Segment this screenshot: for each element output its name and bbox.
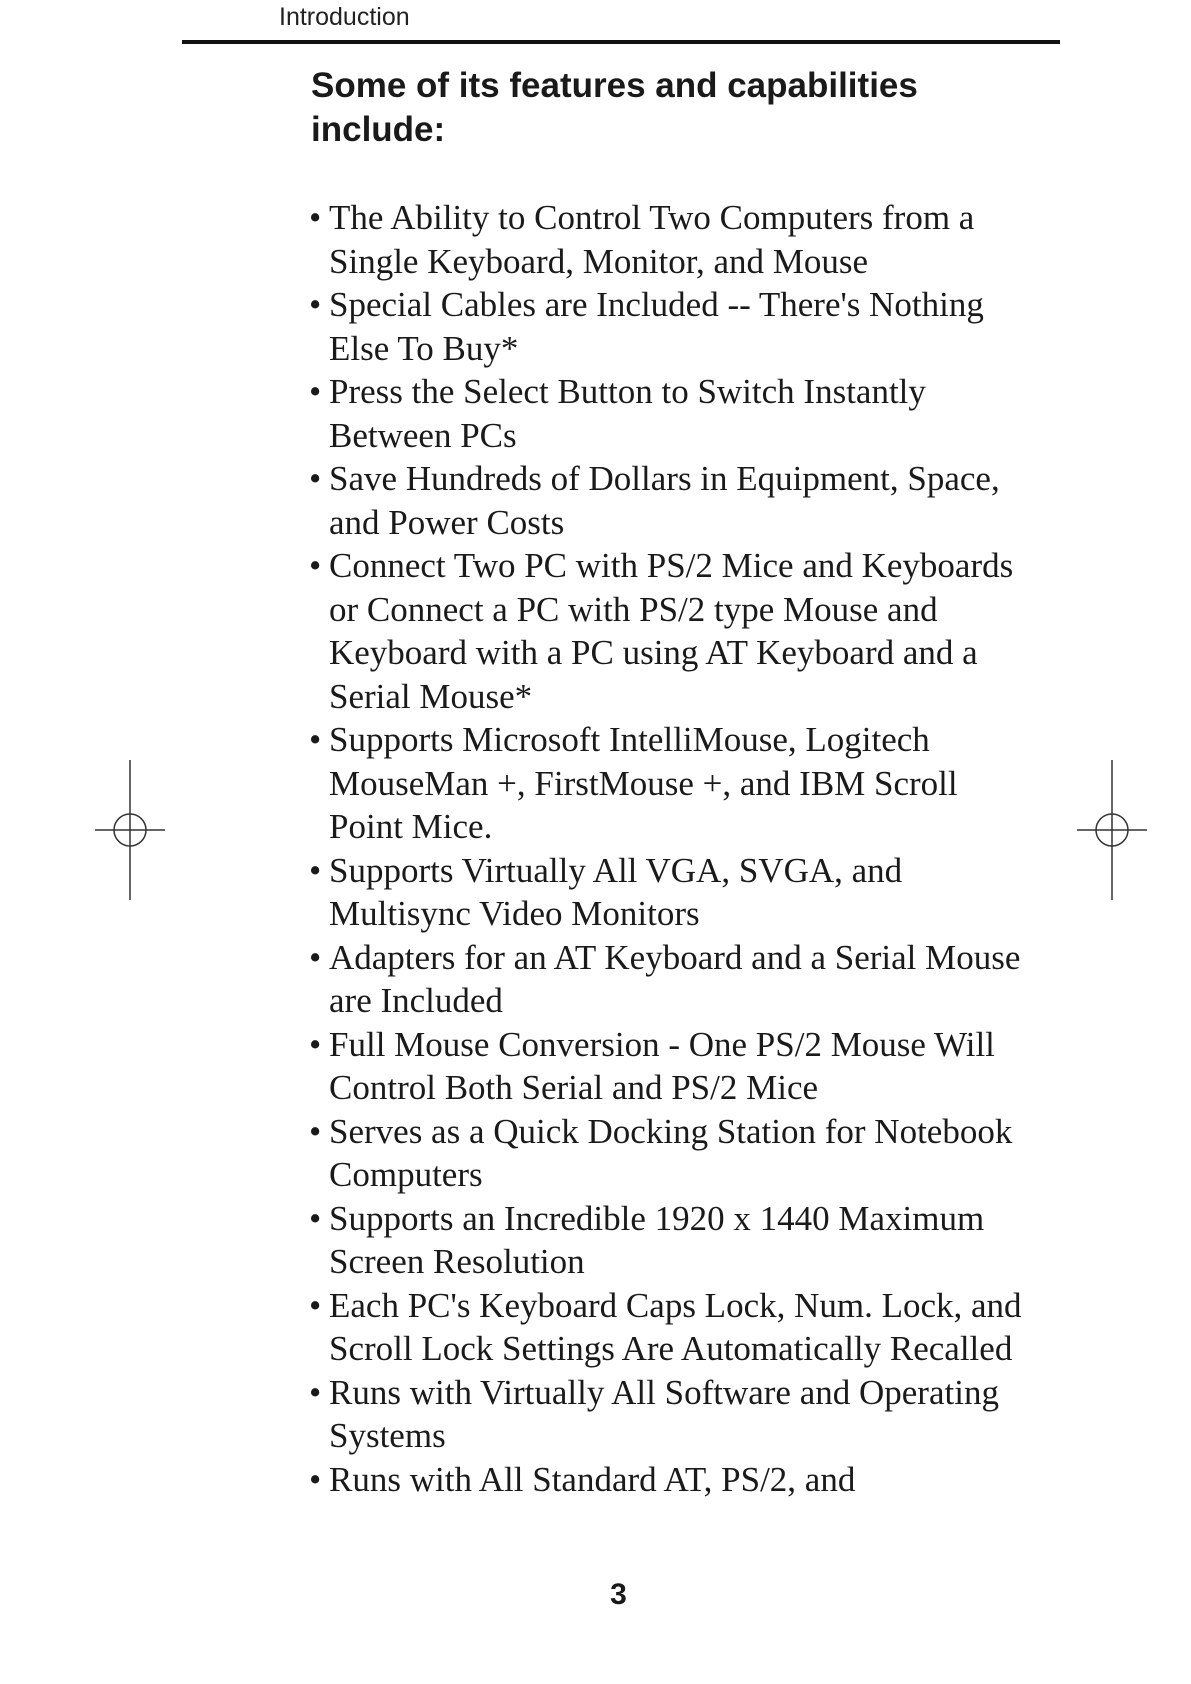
feature-text: Connect Two PC with PS/2 Mice and Keyboards or Connect a PC with PS/2 type Mouse and Keyboard with a PC using AT Keyboard and a Serial Mouse* bbox=[329, 546, 1014, 716]
list-item bbox=[309, 1371, 1029, 1458]
feature-text: Supports Virtually All VGA, SVGA, and Multisync Video Monitors bbox=[329, 850, 903, 933]
bullet: • bbox=[309, 1285, 322, 1325]
feature-text: Press the Select Button to Switch Instantly Between PCs bbox=[329, 372, 926, 455]
bullet: • bbox=[309, 1198, 322, 1238]
bullet: • bbox=[309, 1372, 322, 1412]
registration-mark-icon bbox=[1077, 760, 1147, 900]
list-item bbox=[309, 196, 1029, 283]
bullet: • bbox=[309, 546, 322, 585]
bullet: • bbox=[309, 1459, 322, 1499]
list-item bbox=[309, 1197, 1029, 1284]
bullet: • bbox=[309, 937, 322, 977]
feature-text: Save Hundreds of Dollars in Equipment, Space, and Power Costs bbox=[329, 459, 1000, 542]
header-rule bbox=[182, 40, 1060, 44]
list-item bbox=[309, 1023, 1029, 1110]
list-item bbox=[309, 544, 1029, 718]
feature-text: Full Mouse Conversion - One PS/2 Mouse Will Control Both Serial and PS/2 Mice bbox=[329, 1024, 995, 1107]
page-number: 3 bbox=[610, 1578, 627, 1611]
feature-text: Runs with Virtually All Software and Operating Systems bbox=[329, 1372, 999, 1455]
section-heading: Some of its features and capabilities include: bbox=[311, 66, 918, 149]
list-item bbox=[309, 849, 1029, 936]
bullet: • bbox=[309, 1024, 322, 1064]
running-header: Introduction bbox=[279, 3, 410, 31]
bullet: • bbox=[309, 198, 322, 237]
feature-text: Special Cables are Included -- There's Nothing Else To Buy* bbox=[329, 285, 984, 368]
feature-text: Adapters for an AT Keyboard and a Serial Mouse are Included bbox=[329, 937, 1021, 1020]
list-item bbox=[309, 1284, 1029, 1371]
list-item bbox=[309, 370, 1029, 457]
feature-text: Each PC's Keyboard Caps Lock, Num. Lock, and Scroll Lock Settings Are Automatically Recalled bbox=[329, 1285, 1022, 1368]
list-item bbox=[309, 283, 1029, 370]
feature-text: Runs with All Standard AT, PS/2, and bbox=[329, 1459, 856, 1499]
list-item bbox=[309, 718, 1029, 849]
list-item bbox=[309, 936, 1029, 1023]
bullet: • bbox=[309, 285, 322, 324]
feature-text: The Ability to Control Two Computers from a Single Keyboard, Monitor, and Mouse bbox=[329, 198, 975, 281]
bullet: • bbox=[309, 720, 322, 759]
list-item bbox=[309, 1458, 1029, 1502]
feature-text: Supports Microsoft IntelliMouse, Logitech MouseMan +, FirstMouse +, and IBM Scroll Point Mice. bbox=[329, 720, 958, 846]
feature-text: Serves as a Quick Docking Station for Notebook Computers bbox=[329, 1111, 1013, 1194]
bullet: • bbox=[309, 850, 322, 890]
list-item bbox=[309, 1110, 1029, 1197]
list-item bbox=[309, 457, 1029, 544]
feature-list bbox=[309, 196, 1029, 1501]
bullet: • bbox=[309, 1111, 322, 1151]
registration-mark-icon bbox=[95, 760, 165, 900]
bullet: • bbox=[309, 459, 322, 498]
bullet: • bbox=[309, 372, 322, 411]
feature-text: Supports an Incredible 1920 x 1440 Maximum Screen Resolution bbox=[329, 1198, 985, 1281]
